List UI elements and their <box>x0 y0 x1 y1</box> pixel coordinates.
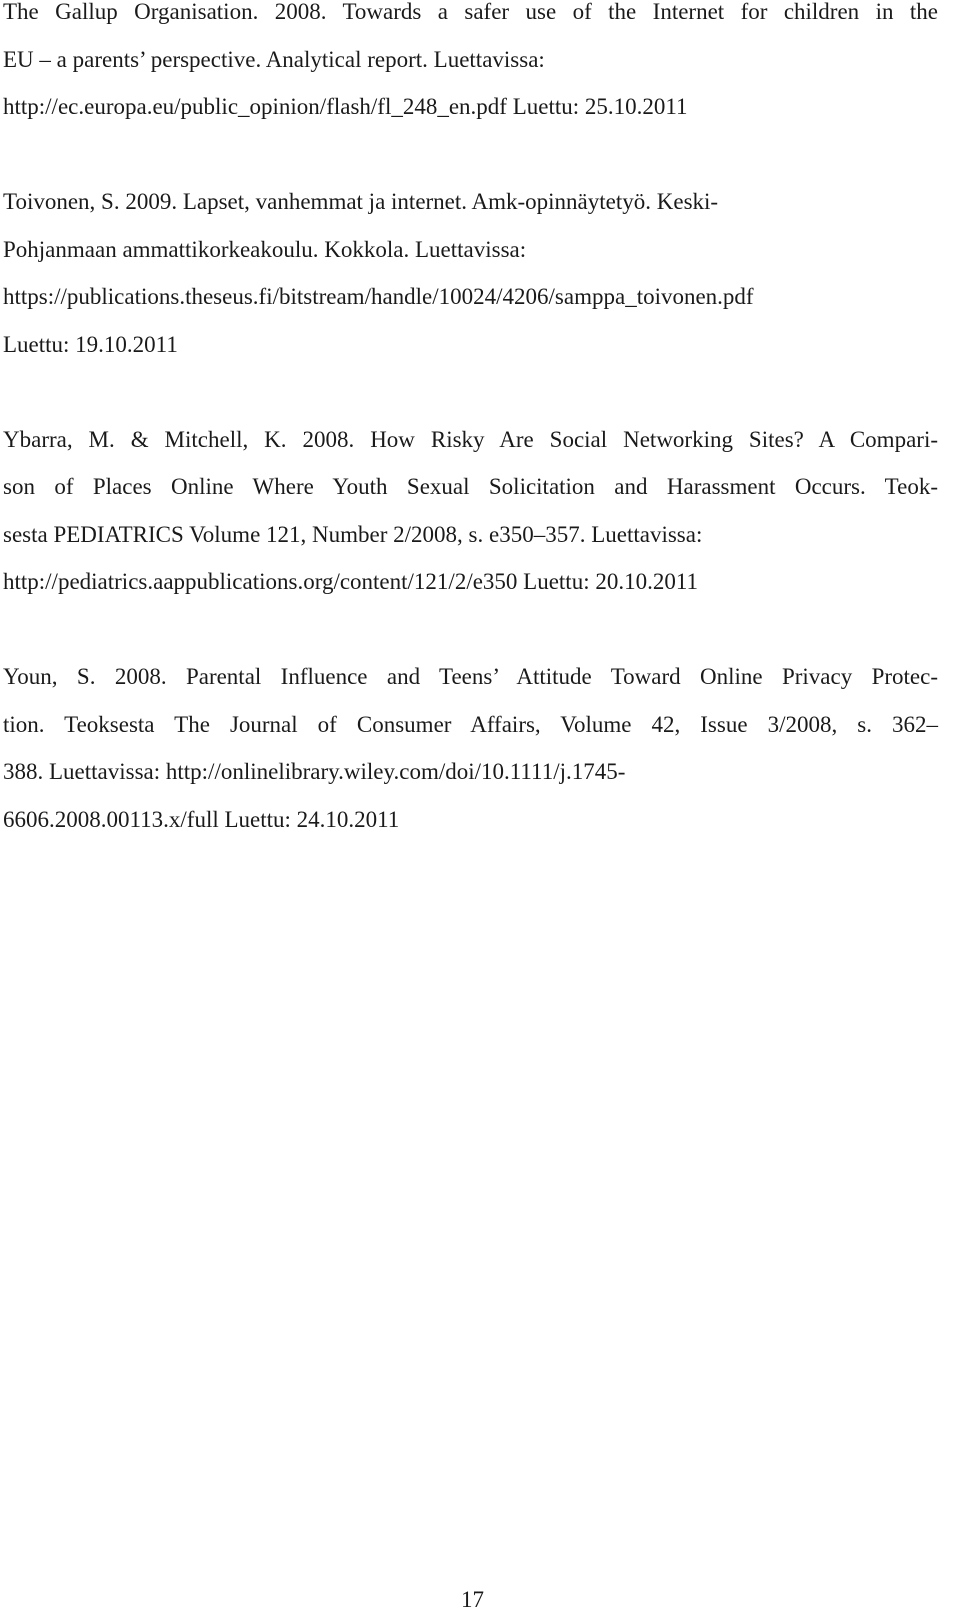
reference-spacer <box>3 131 938 179</box>
page-number: 17 <box>461 1587 484 1612</box>
reference-line: Ybarra, M. & Mitchell, K. 2008. How Risky Are Social Networking Sites? A Compari- <box>3 426 938 452</box>
reference-line: Youn, S. 2008. Parental Influence and Teens’ Attitude Toward Online Privacy Protec- <box>3 664 938 689</box>
reference-list <box>3 0 938 843</box>
reference-line: tion. Teoksesta The Journal of Consumer Affairs, Volume 42, Issue 3/2008, s. 362– <box>3 711 938 737</box>
reference-line: https://publications.theseus.fi/bitstream/handle/10024/4206/samppa_toivonen.pdf <box>3 284 754 309</box>
reference-line: The Gallup Organisation. 2008. Towards a safer use of the Internet for children in the <box>3 0 938 24</box>
reference-line: http://pediatrics.aappublications.org/content/121/2/e350 Luettu: 20.10.2011 <box>3 569 698 594</box>
reference-line: EU – a parents’ perspective. Analytical report. Luettavissa: <box>3 46 545 72</box>
reference-entry-ybarra <box>3 416 938 606</box>
reference-spacer <box>3 368 938 416</box>
reference-entry-gallup <box>3 0 938 131</box>
reference-line: Luettu: 19.10.2011 <box>3 331 178 357</box>
reference-entry-toivonen <box>3 178 938 368</box>
reference-spacer <box>3 606 938 654</box>
reference-line: sesta PEDIATRICS Volume 121, Number 2/2008, s. e350–357. Luettavissa: <box>3 521 703 547</box>
reference-line: http://ec.europa.eu/public_opinion/flash/fl_248_en.pdf Luettu: 25.10.2011 <box>3 94 688 119</box>
reference-line: Toivonen, S. 2009. Lapset, vanhemmat ja internet. Amk-opinnäytetyö. Keski- <box>3 189 719 214</box>
reference-line: 6606.2008.00113.x/full Luettu: 24.10.2011 <box>3 806 400 832</box>
reference-line: 388. Luettavissa: http://onlinelibrary.wiley.com/doi/10.1111/j.1745- <box>3 759 626 784</box>
reference-entry-youn <box>3 653 938 843</box>
reference-line: Pohjanmaan ammattikorkeakoulu. Kokkola. Luettavissa: <box>3 236 527 262</box>
reference-line: son of Places Online Where Youth Sexual Solicitation and Harassment Occurs. Teok- <box>3 474 938 499</box>
